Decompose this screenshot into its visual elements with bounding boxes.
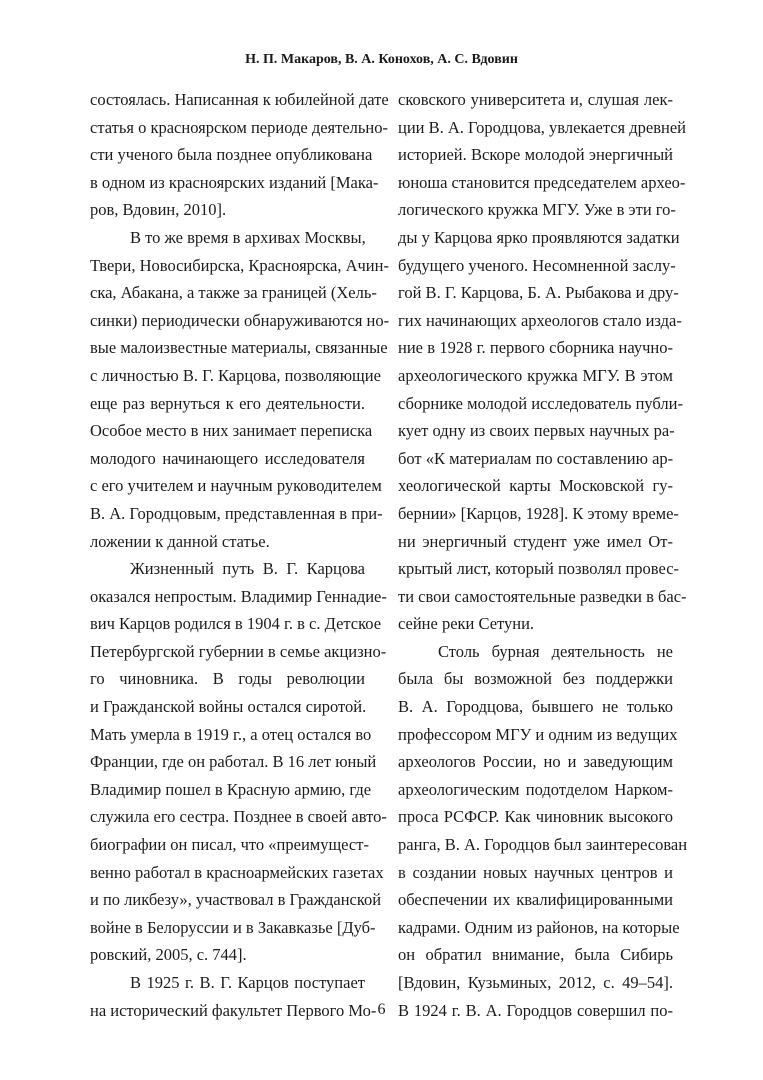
text-line: ров, Вдовин, 2010]. xyxy=(90,200,227,220)
text-line: археологическим подотделом Нарком- xyxy=(398,779,673,799)
text-line: вич Карцов родился в 1904 г. в с. Детское xyxy=(90,614,382,634)
text-line: будущего ученого. Несомненной заслу- xyxy=(398,255,676,275)
text-line: венно работал в красноармейских газетах xyxy=(90,862,384,882)
text-line: логического кружка МГУ. Уже в эти го- xyxy=(398,200,676,220)
text-line: была бы возможной без поддержки xyxy=(398,669,673,689)
text-line: биографии он писал, что «преимущест- xyxy=(90,835,369,855)
text-line: войне в Белоруссии и в Закавказье [Дуб- xyxy=(90,917,376,937)
text-line: В то же время в архивах Москвы, xyxy=(130,227,366,247)
text-line: синки) периодически обнаруживаются но- xyxy=(90,310,390,330)
text-line: профессором МГУ и одним из ведущих xyxy=(398,724,678,744)
text-line: с личностью В. Г. Карцова, позволяющие xyxy=(90,365,381,385)
text-line: ранга, В. А. Городцов был заинтересован xyxy=(398,835,688,855)
text-line: статья о красноярском периоде деятельно- xyxy=(90,117,389,137)
text-line: археологов России, но и заведующим xyxy=(398,752,673,772)
text-line: бернии» [Карцов, 1928]. К этому време- xyxy=(398,503,679,523)
text-line: Мать умерла в 1919 г., а отец остался во xyxy=(90,724,372,744)
text-line: Владимир пошел в Красную армию, где xyxy=(90,779,372,799)
text-line: ска, Абакана, а также за границей (Хель- xyxy=(90,283,377,303)
left-text-column xyxy=(90,86,390,1024)
text-line: ды у Карцова ярко проявляются задатки xyxy=(398,227,680,247)
text-line: кадрами. Одним из районов, на которые xyxy=(398,917,680,937)
page-number: 6 xyxy=(377,1001,386,1018)
text-line: бот «К материалам по составлению ар- xyxy=(398,448,674,468)
text-line: крытый лист, который позволял провес- xyxy=(398,559,680,579)
text-line: ти свои самостоятельные разведки в бас- xyxy=(398,586,687,606)
text-line: кует одну из своих первых научных ра- xyxy=(398,421,675,441)
text-line: Столь бурная деятельность не xyxy=(438,641,673,661)
text-line: В. А. Городцовым, представленная в при- xyxy=(90,503,383,523)
text-line: проса РСФСР. Как чиновник высокого xyxy=(398,807,673,827)
text-line: Твери, Новосибирска, Красноярска, Ачин- xyxy=(90,255,389,275)
text-line: служила его сестра. Позднее в своей авто- xyxy=(90,807,387,827)
text-line: в создании новых научных центров и xyxy=(398,862,673,882)
text-line: в одном из красноярских изданий [Мака- xyxy=(90,172,379,192)
text-line: хеологической карты Московской гу- xyxy=(398,476,673,496)
text-line: сборнике молодой исследователь публи- xyxy=(398,393,683,413)
text-line: сковского университета и, слушая лек- xyxy=(398,90,673,109)
text-line: Жизненный путь В. Г. Карцова xyxy=(130,559,365,579)
text-line: историей. Вскоре молодой энергичный xyxy=(398,145,673,165)
text-line: оказался непростым. Владимир Геннадие- xyxy=(90,586,387,606)
text-line: В 1925 г. В. Г. Карцов поступает xyxy=(130,973,365,992)
text-line: еще раз вернуться к его деятельности. xyxy=(90,393,365,413)
right-text-column xyxy=(398,86,688,1024)
text-line: сейне реки Сетуни. xyxy=(398,614,535,634)
text-line: молодого начинающего исследователя xyxy=(90,448,365,468)
text-line: ложении к данной статье. xyxy=(90,531,270,551)
text-line: го чиновника. В годы революции xyxy=(90,669,365,689)
text-line: сти ученого была позднее опубликована xyxy=(90,145,373,165)
text-line: и Гражданской войны остался сиротой. xyxy=(90,697,367,717)
text-line: ни энергичный студент уже имел От- xyxy=(398,531,673,551)
text-line: В. А. Городцова, бывшего не только xyxy=(398,697,673,717)
text-line: В 1924 г. В. А. Городцов совершил по- xyxy=(398,1000,673,1020)
text-line: Петербургской губернии в семье акцизно- xyxy=(90,641,387,661)
text-line: ровский, 2005, с. 744]. xyxy=(90,945,247,965)
text-line: вые малоизвестные материалы, связанные xyxy=(90,338,388,358)
text-line: состоялась. Написанная к юбилейной дате xyxy=(90,90,389,109)
text-line: Особое место в них занимает переписка xyxy=(90,421,373,441)
text-line: обеспечении их квалифицированными xyxy=(398,890,673,910)
text-line: с его учителем и научным руководителем xyxy=(90,476,382,496)
text-line: ние в 1928 г. первого сборника научно- xyxy=(398,338,673,358)
text-line: гих начинающих археологов стало изда- xyxy=(398,310,682,330)
running-header-authors: Н. П. Макаров, В. А. Конохов, А. С. Вдовин xyxy=(245,52,518,67)
text-line: Франции, где он работал. В 16 лет юный xyxy=(90,752,377,772)
text-line: [Вдовин, Кузьминых, 2012, с. 49‒54]. xyxy=(398,973,673,992)
text-line: он обратил внимание, была Сибирь xyxy=(398,945,673,965)
text-line: и по ликбезу», участвовал в Гражданской xyxy=(90,890,382,910)
text-line: юноша становится председателем архео- xyxy=(398,172,686,192)
text-line: ции В. А. Городцова, увлекается древней xyxy=(398,117,687,137)
text-line: гой В. Г. Карцова, Б. А. Рыбакова и дру- xyxy=(398,283,679,303)
text-line: археологического кружка МГУ. В этом xyxy=(398,365,673,385)
text-line: на исторический факультет Первого Мо- xyxy=(90,1000,377,1020)
